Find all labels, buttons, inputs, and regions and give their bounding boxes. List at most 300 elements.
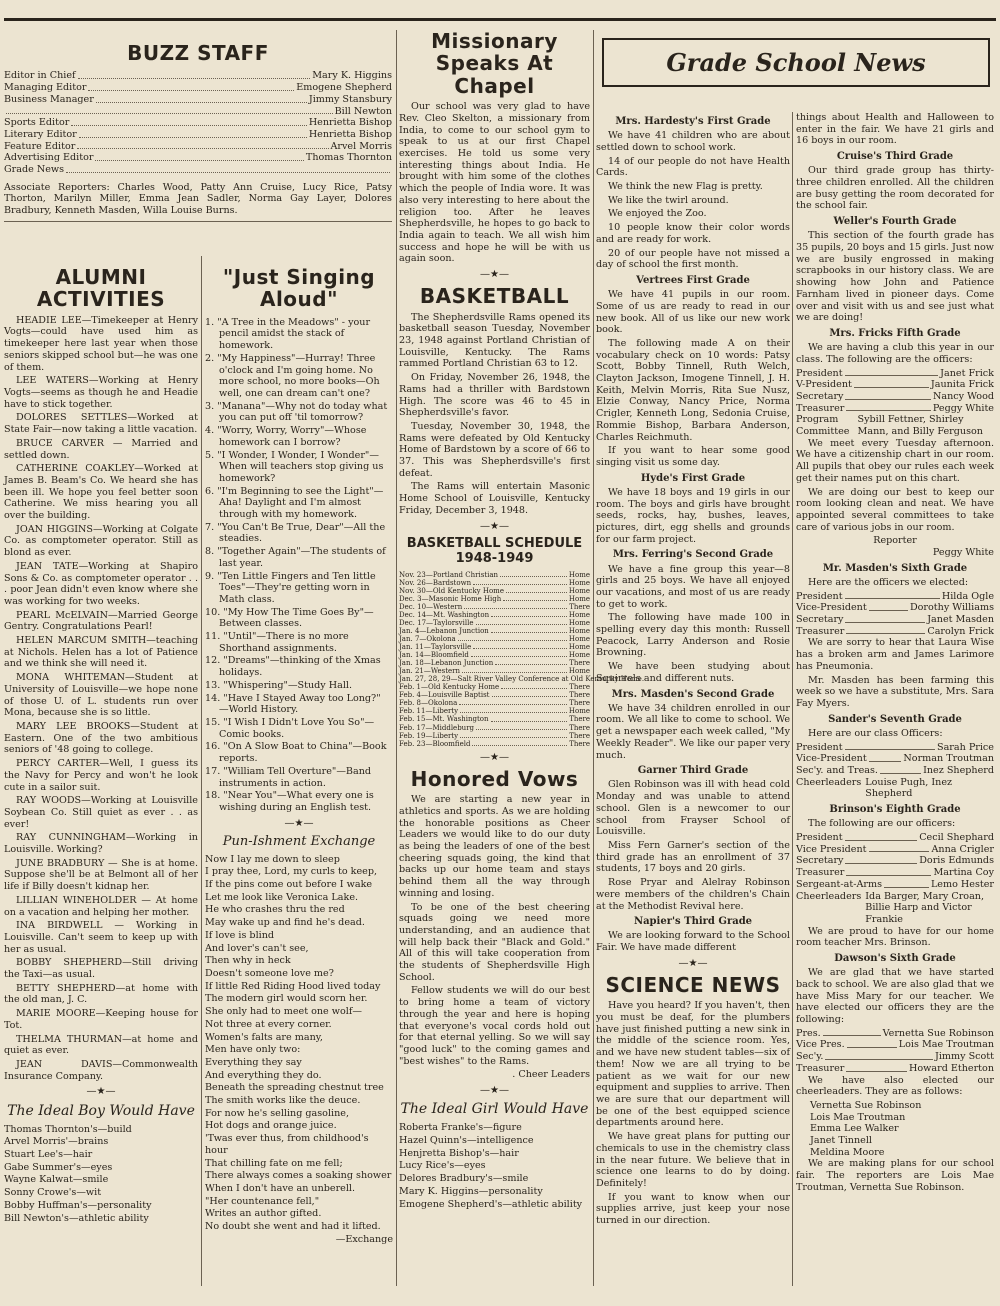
- grade-paragraph: We are making plans for our school fair. The reporters are Lois Mae Troutman, Vernetta Sue Robinson.: [796, 1158, 994, 1193]
- grade-paragraph: We are glad that we have started back to school. We are also glad that we have Miss Mary for our teacher. We have elected our officers they are the following:: [796, 967, 994, 1026]
- grade-paragraph: We like the twirl around.: [608, 194, 729, 206]
- schedule-row-label: Nov. 23—Portland Christian: [399, 570, 499, 579]
- staff-row-label: Business Manager: [4, 93, 94, 105]
- schedule-row-label: Jan. 21—Western: [399, 667, 461, 676]
- poem-line: Hot dogs and orange juice.: [205, 1120, 337, 1132]
- officer-row-label: Treasurer: [796, 402, 845, 414]
- poem-line: She only had to meet one wolf—: [205, 1006, 362, 1018]
- schedule-row-label: Feb. 17—Middleburg: [399, 723, 475, 732]
- grade-paragraph: We are sorry to hear that Laura Wise has a broken arm and James Larimore has Pneumonia.: [796, 637, 994, 672]
- schedule-row-label: Dec. 17—Taylorsville: [399, 618, 474, 627]
- leader-line: [506, 587, 567, 593]
- grade-paragraph: Glen Robinson was ill with head cold Monday and was unable to attend school. Glen is a newcomer to our school from Frayser School of Louisville.: [596, 779, 790, 838]
- grade-paragraph: The following made A on their vocabulary check on 10 words: Patsy Scott, Bobby Tinnell, Ruth Welch, Clayton Jackson, Imogene Tinnell, J. H. Keith, Melvin Morris, Rita Sue Nusz, Elzie Conway, Nancy Price, Norma Crigler, Kenneth Long, Sedonia Cruise, Rommie Bishop, Barbara Anderson, Charles Reichmuth.: [596, 337, 790, 443]
- poem-line: Everything they say: [205, 1056, 302, 1068]
- staff-row: [4, 141, 392, 153]
- leader-line: [845, 855, 917, 864]
- grade-paragraph: Mr. Masden has been farming this week so we have a substitute, Mrs. Sara Fay Myers.: [796, 674, 994, 709]
- leader-line: [846, 867, 931, 876]
- schedule-row-value: Home: [568, 586, 590, 595]
- schedule-row-label: Jan. 11—Taylorsville: [399, 643, 472, 652]
- song-item: 13. "Whispering"—Study Hall.: [205, 679, 353, 691]
- grade-paragraph: The following are our officers:: [808, 818, 956, 830]
- poem-line: No doubt she went and had it lifted.: [205, 1221, 381, 1233]
- schedule-row: [399, 707, 590, 715]
- poem-line: Let me look like Veronica Lake.: [205, 891, 359, 903]
- leader-line: [847, 1039, 897, 1048]
- schedule-row: [399, 715, 590, 723]
- officer-row-label: Sec'y.: [796, 1051, 824, 1063]
- schedule-row-value: There: [569, 659, 590, 668]
- grade-paragraph: We are proud to have for our home room teacher Mrs. Brinson.: [796, 925, 994, 949]
- officer-row-value: Louise Pugh, Inez Shepherd: [865, 776, 953, 800]
- grade-heading: Hyde's First Grade: [640, 472, 746, 484]
- schedule-row: [399, 603, 590, 611]
- alumni-item: JEAN DAVIS—Commonwealth Insurance Company.: [4, 1058, 198, 1082]
- alumni-item: HELEN MARCUM SMITH—teaching at Nichols. Helen has a lot of Patience and we think she will need it.: [4, 635, 198, 670]
- grade-paragraph: We have 18 boys and 19 girls in our room. The boys and girls have brought seeds, rocks, hay, bushes, leaves, pictures, dirt, egg shells and grounds for our farm project.: [596, 486, 790, 545]
- science-text: [596, 1000, 790, 1226]
- poem-line: And lover's can't see,: [205, 942, 309, 954]
- alumni-item: INA BIRDWELL — Working in Louisville. Can't seem to keep up with her as usual.: [4, 920, 198, 955]
- officer-row-value: Dorothy Williams: [909, 602, 994, 614]
- schedule-row: [399, 724, 590, 732]
- officer-row: [796, 867, 994, 879]
- officer-row: [796, 626, 994, 638]
- staff-row: [4, 106, 392, 118]
- schedule-row-value: Home: [568, 651, 590, 660]
- alumni-item: RAY WOODS—Working at Louisville Soybean Co. Still quiet as ever . . as ever!: [4, 795, 198, 830]
- officer-row-label: Treasurer: [796, 867, 845, 879]
- schedule-row: [399, 643, 590, 651]
- leader-line: [845, 391, 930, 400]
- ideal-girl-item: Lucy Rice's—eyes: [399, 1160, 486, 1172]
- officer-row: [796, 1028, 994, 1040]
- grade-news-col2: [796, 112, 994, 1196]
- leader-line: [96, 94, 307, 103]
- ideal-boy-item: Sonny Crowe's—wit: [4, 1187, 102, 1199]
- poem-line: If the pins come out before I wake: [205, 879, 373, 891]
- grade-paragraph: Here are our class Officers:: [808, 727, 943, 739]
- staff-row-label: Sports Editor: [4, 117, 70, 129]
- ideal-girl-list: [399, 1122, 590, 1210]
- grade-paragraph: We have a fine group this year—8 girls and 25 boys. We have all enjoyed our vacations, and most of us are ready to get to work.: [596, 563, 790, 610]
- alumni-item: PEARL McELVAIN—Married George Gentry. Congratulations Pearl!: [4, 609, 198, 633]
- grade-heading: Sander's Seventh Grade: [828, 713, 962, 725]
- leader-line: [464, 603, 567, 609]
- schedule-row-label: Nov. 30—Old Kentucky Home: [399, 586, 504, 595]
- alumni-item: MARIE MOORE—Keeping house for Tot.: [4, 1008, 198, 1031]
- ideal-girl-title: The Ideal Girl Would Have: [400, 1101, 589, 1118]
- staff-row-value: Jimmy Stansbury: [308, 93, 392, 105]
- cheerleader-name: Vernetta Sue Robinson: [810, 1099, 922, 1111]
- alumni-section: [4, 266, 198, 1225]
- leader-line: [459, 699, 567, 705]
- officer-row-value: Ida Barger, Mary Croan, Billie Harp and Victor Frankie: [865, 890, 985, 925]
- singing-section: [205, 266, 393, 1245]
- leader-line: [79, 129, 307, 138]
- schedule-row: [399, 579, 590, 587]
- alumni-item: THELMA THURMAN—at home and quiet as ever.: [4, 1033, 198, 1057]
- staff-row-value: Thomas Thornton: [305, 152, 392, 164]
- officer-row: [796, 844, 994, 856]
- vows-credit: . Cheer Leaders: [512, 1069, 590, 1081]
- leader-line: [880, 765, 921, 774]
- leader-line: [78, 70, 311, 79]
- grade-news-banner: Grade School News: [602, 38, 990, 87]
- separator-star: —★—: [480, 1085, 509, 1097]
- science-paragraph: We have great plans for putting our chemicals to use in the chemistry class in the near future. We believe that in science one learns to do by doing. Definitely!: [596, 1131, 790, 1189]
- officer-row-value: Vernetta Sue Robinson: [882, 1027, 994, 1039]
- officer-row: [796, 765, 994, 777]
- staff-list: [4, 70, 392, 175]
- leader-line: [66, 164, 390, 173]
- ideal-boy-item: Wayne Kalwat—smile: [4, 1174, 109, 1186]
- staff-row-value: Henrietta Bishop: [308, 117, 392, 129]
- schedule-row: [399, 691, 590, 699]
- grade-paragraph: We have 41 children who are about settled down to school work.: [596, 130, 790, 153]
- missionary-title: Missionary Speaks At Chapel: [431, 29, 558, 98]
- basketball-title: BASKETBALL: [419, 284, 570, 309]
- ideal-boy-title: The Ideal Boy Would Have: [7, 1102, 195, 1119]
- alumni-item: RAY CUNNINGHAM—Working in Louisville. Working?: [4, 832, 198, 856]
- officer-row: [796, 391, 994, 403]
- cheerleader-name: Meldina Moore: [810, 1146, 885, 1158]
- schedule-row-label: Dec. 10—Western: [399, 602, 463, 611]
- grade-paragraph: Rose Pryar and Alelray Robinson were members of the children's Chain at the Methodist Revival here.: [596, 877, 790, 912]
- officer-row-value: Norman Troutman: [903, 753, 994, 765]
- officer-row-value: Martina Coy: [933, 867, 994, 879]
- vows-paragraph: We are starting a new year in athletics and sports. As we are holding the honorable positions as Cheer Leaders we would like to do our duty as being the leaders of one of the best cheering squads going, the kind that backs up our home team and stays behind them all the way through winning and losing.: [399, 794, 590, 899]
- song-item: 9. "Ten Little Fingers and Ten little Toes"—They're getting worn in Math class.: [205, 570, 376, 605]
- separator-star: —★—: [86, 1086, 116, 1098]
- cheerleader-name: Lois Mae Troutman: [810, 1111, 906, 1123]
- officer-row-value: Inez Shepherd: [923, 764, 994, 776]
- officer-row-label: Treasurer: [796, 625, 845, 637]
- schedule-row-label: Feb. 19—Liberty: [399, 731, 459, 740]
- grade-heading: Mrs. Fricks Fifth Grade: [829, 327, 961, 339]
- schedule-row-value: There: [569, 715, 590, 724]
- schedule-row-value: Home: [568, 594, 590, 603]
- schedule-row: [399, 667, 590, 675]
- buzz-staff-title: BUZZ STAFF: [127, 41, 269, 65]
- schedule-row-value: There: [569, 699, 590, 708]
- schedule-row: [399, 740, 590, 748]
- ideal-boy-item: Stuart Lee's—hair: [4, 1149, 93, 1161]
- grade-news-list-2: [796, 151, 994, 1193]
- leader-line: [462, 667, 567, 673]
- officer-row: [796, 1039, 994, 1051]
- grade-news-section: [596, 30, 996, 93]
- staff-row-value: Mary K. Higgins: [312, 70, 392, 82]
- singing-title: "Just Singing Aloud": [222, 265, 376, 312]
- leader-line: [823, 1028, 881, 1037]
- leader-line: [845, 368, 939, 377]
- song-item: 11. "Until"—There is no more Shorthand assignments.: [205, 631, 349, 654]
- song-item: 3. "Manana"—Why not do today what you can put off 'til tomorrow?: [205, 400, 388, 424]
- poem-line: Men have only two:: [205, 1044, 301, 1056]
- grade-paragraph: This section of the fourth grade has 35 pupils, 20 boys and 15 girls. Just now we are busily engrossed in making scrapbooks in our history class. We are showing how John and Patience Farnham lived in pioneer days. Come over and visit with us and see just what we are doing!: [796, 230, 994, 324]
- ideal-boy-item: Thomas Thornton's—build: [4, 1123, 132, 1135]
- grade-heading: Dawson's Sixth Grade: [834, 953, 956, 965]
- buzz-staff-section: [4, 42, 392, 226]
- alumni-item: CATHERINE COAKLEY—Worked at James B. Beam's Co. We heard she has been ill. We hope you feel better soon Catherine. We miss hearing you all over the building.: [4, 463, 198, 522]
- basketball-text: [399, 312, 590, 517]
- schedule-row: [399, 675, 645, 684]
- ideal-boy-item: Arvel Morris'—brains: [4, 1136, 109, 1148]
- song-item: 5. "I Wonder, I Wonder, I Wonder"—When will teachers stop giving us homework?: [205, 449, 384, 484]
- ideal-girl-item: Mary K. Higgins—personality: [399, 1185, 543, 1197]
- alumni-item: MARY LEE BROOKS—Student at Eastern. One of the two ambitious seniors of '48 going to college.: [4, 720, 198, 756]
- leader-line: [869, 602, 908, 611]
- staff-row: [4, 164, 392, 176]
- science-paragraph: Have you heard? If you haven't, then you must be deaf, for the plumbers have just finished putting a new sink in the middle of the science room. Yes, and we have new student tables—six of them! Now we are all trying to be patient as we wait for our new equipment and supplies to arrive. Then we are sure that our department will be one of the best equipped science departments around here.: [596, 1000, 790, 1129]
- grade-news-list: [596, 116, 790, 954]
- schedule-row-label: Dec. 14—Mt. Washington: [399, 610, 490, 619]
- staff-row-label: Managing Editor: [4, 82, 87, 94]
- schedule-row-value: Home: [568, 570, 590, 579]
- song-item: 16. "On A Slow Boat to China"—Book reports.: [205, 741, 387, 765]
- missionary-text: Our school was very glad to have Rev. Cleo Skelton, a missionary from India, to come to our school gym to speak to us at our first Chapel exercises. He told us some very interesting things about India. He brought with him some of the clothes which the people of India wore. It was also very interesting to here about the religion too. After he leaves Shepherdsville, he hopes to go back to India again to teach. We all wish him success and hope he will be with us again soon.: [399, 101, 590, 265]
- grade-heading: Cruise's Third Grade: [836, 151, 954, 163]
- officer-row: [796, 403, 994, 415]
- leader-line: [846, 1063, 907, 1072]
- poem-line: If little Red Riding Hood lived today: [205, 980, 381, 992]
- officer-row-label: Sec'y. and Treas.: [796, 764, 878, 776]
- top-rule: [4, 18, 996, 21]
- schedule-row-label: Feb. 15—Mt. Washington: [399, 715, 489, 724]
- leader-line: [492, 691, 568, 697]
- officer-row-label: Treasurer: [796, 1062, 845, 1074]
- pun-title: Pun-Ishment Exchange: [222, 833, 376, 849]
- leader-line: [869, 753, 902, 762]
- officer-row: [796, 832, 994, 844]
- staff-row: [4, 129, 392, 141]
- officer-row-label: President: [796, 590, 843, 602]
- song-item: 18. "Near You"—What every one is wishing during an English test.: [205, 790, 374, 813]
- officer-row: [796, 753, 994, 765]
- ideal-girl-item: Emogene Shepherd's—athletic ability: [399, 1198, 583, 1210]
- schedule-row: [399, 683, 590, 691]
- song-item: 15. "I Wish I Didn't Love You So"—Comic books.: [205, 716, 375, 740]
- poem-line: 'Twas ever thus, from childhood's hour: [205, 1133, 369, 1156]
- pun-poem: [205, 854, 393, 1233]
- alumni-item: PERCY CARTER—Well, I guess its the Navy for Percy and won't he look cute in a sailor suit.: [4, 758, 198, 793]
- alumni-item: JEAN TATE—Working at Shapiro Sons & Co. as comptometer operator . . . poor Jean didn't even know where she was working for two weeks.: [4, 560, 198, 607]
- grade-heading: Mrs. Masden's Second Grade: [611, 688, 775, 700]
- poem-line: That chilling fate on me fell;: [205, 1157, 343, 1169]
- schedule-row: [399, 611, 590, 619]
- officer-row: [796, 591, 994, 603]
- leader-line: [476, 619, 567, 625]
- leader-line: [95, 152, 303, 161]
- officer-row: [796, 777, 994, 800]
- alumni-title: ALUMNI ACTIVITIES: [36, 265, 166, 312]
- grade-heading: Mrs. Hardesty's First Grade: [615, 116, 771, 127]
- leader-line: [6, 106, 333, 115]
- basketball-paragraph: The Rams will entertain Masonic Home School of Louisville, Kentucky Friday, December 3, 1948.: [399, 481, 590, 516]
- staff-row-label: Advertising Editor: [4, 152, 94, 164]
- alumni-item: JOAN HIGGINS—Working at Colgate Co. as comptometer operator. Still as blond as ever.: [4, 523, 198, 559]
- schedule-row-value: Home: [568, 578, 590, 587]
- officer-row-value: Lois Mae Troutman: [898, 1039, 994, 1051]
- schedule-row-value: Home: [568, 626, 590, 635]
- officer-row-value: Hilda Ogle: [941, 590, 994, 602]
- poem-line: When I don't have an unberell.: [205, 1182, 356, 1194]
- leader-line: [491, 715, 568, 721]
- schedule-row-label: Feb. 8—Okolona: [399, 699, 458, 708]
- poem-line: And everything they do.: [205, 1069, 322, 1081]
- officer-row-value: Sybill Fettner, Shirley Mann, and Billy Ferguson: [857, 414, 983, 438]
- officer-row: [796, 891, 994, 926]
- schedule-row: [399, 699, 590, 707]
- grade-heading: Mr. Masden's Sixth Grade: [822, 562, 968, 574]
- officer-row: [796, 1063, 994, 1075]
- schedule-row-value: Home: [568, 618, 590, 627]
- ideal-boy-list: [4, 1124, 198, 1225]
- poem-line: "Her countenance fell,": [205, 1195, 320, 1207]
- officer-row-label: Secretary: [796, 614, 844, 626]
- officer-row: [796, 602, 994, 614]
- poem-line: Not three at every corner.: [205, 1018, 332, 1030]
- leader-line: [845, 614, 925, 623]
- song-item: 1. "A Tree in the Meadows" - your pencil amidst the stack of homework.: [205, 316, 371, 352]
- schedule-row-label: Jan. 4—Lebanon Junction: [399, 626, 489, 635]
- leader-line: [503, 595, 567, 601]
- leader-line: [495, 659, 567, 665]
- schedule-row-label: Jan. 18—Lebanon Junction: [399, 659, 494, 668]
- grade-heading: Mrs. Ferring's Second Grade: [612, 549, 774, 561]
- schedule-row-value: There: [569, 723, 590, 732]
- grade-paragraph: We are looking forward to the School Fair. We have made different: [596, 930, 790, 954]
- staff-row-label: Grade News: [4, 164, 65, 176]
- cheerleader-name: Emma Lee Walker: [810, 1123, 899, 1135]
- officer-row: [796, 742, 994, 754]
- ideal-boy-item: Bill Newton's—athletic ability: [4, 1212, 149, 1224]
- staff-row-value: Arvel Morris: [330, 140, 392, 152]
- officer-row-label: Vice-President: [796, 602, 867, 614]
- science-title: SCIENCE NEWS: [605, 972, 781, 997]
- vows-title: Honored Vows: [410, 766, 579, 791]
- schedule-row-value: Home: [568, 667, 590, 676]
- schedule-row-label: Feb. 1—Old Kentucky Home: [399, 683, 500, 692]
- song-item: 14. "Have I Stayed Away too Long?" —World History.: [205, 692, 381, 716]
- leader-line: [471, 651, 567, 657]
- leader-line: [458, 635, 567, 641]
- leader-line: [491, 627, 567, 633]
- napier-continued: things about Health and Halloween to enter in the fair. We have 21 girls and 16 boys in our room.: [796, 112, 994, 147]
- middle-column: [399, 29, 645, 1211]
- divider: [4, 221, 392, 222]
- grade-heading: Napier's Third Grade: [633, 916, 753, 928]
- officer-row-value: Lemo Hester: [930, 878, 994, 890]
- officer-row-label: Secretary: [796, 390, 844, 402]
- staff-row-label: Editor in Chief: [4, 70, 76, 82]
- officer-row-value: Nancy Wood: [932, 390, 994, 402]
- grade-paragraph: The following have made 100 in spelling every day this month: Russell Peacock, Larry Anderson and Rosie Browning.: [596, 612, 790, 659]
- grade-paragraph: We think the new Flag is pretty.: [608, 181, 763, 192]
- officer-row: [796, 1051, 994, 1063]
- schedule-title: BASKETBALL SCHEDULE 1948-1949: [406, 535, 583, 566]
- schedule-row-value: There: [569, 683, 590, 692]
- leader-line: [473, 643, 567, 649]
- officer-row-label: Cheerleaders: [796, 776, 862, 788]
- schedule-row: [399, 659, 590, 667]
- poem-line: For now he's selling gasoline,: [205, 1107, 350, 1119]
- cheerleader-name: Janet Tinnell: [810, 1135, 872, 1147]
- song-item: 2. "My Happiness"—Hurray! Three o'clock and I'm going home. No more school, no more books—Oh well, one can dream can't one?: [205, 352, 380, 399]
- officer-row: [796, 379, 994, 391]
- grade-paragraph: We have 41 pupils in our room. Some of us are ready to read in our new book. All of us like our new work book.: [596, 289, 790, 336]
- schedule-row: [399, 595, 590, 603]
- staff-row-label: Literary Editor: [4, 128, 77, 140]
- separator-star: —★—: [480, 269, 509, 281]
- basketball-paragraph: The Shepherdsville Rams opened its basketball season Tuesday, November 23, 1948 against Portland Christian of Louisville, Kentucky. The Rams rammed Portland Christian 63 to 12.: [399, 311, 590, 370]
- grade-paragraph: 10 people know their color words and are ready for work.: [596, 222, 790, 245]
- song-item: 6. "I'm Beginning to see the Light"—Aha! Daylight and I'm almost through with my homework.: [205, 485, 384, 521]
- leader-line: [476, 724, 567, 730]
- song-item: 7. "You Can't Be True, Dear"—All the steadies.: [205, 521, 386, 545]
- grade-paragraph: 20 of our people have not missed a day of school the first month.: [596, 247, 790, 271]
- leader-line: [846, 626, 925, 635]
- grade-heading: Brinson's Eighth Grade: [829, 804, 961, 816]
- officer-row-value: Peggy White: [932, 402, 994, 414]
- leader-line: [500, 571, 567, 577]
- schedule-row-label: Feb. 23—Bloomfield: [399, 739, 471, 748]
- song-item: 17. "William Tell Overture"—Band instruments in action.: [205, 765, 372, 789]
- separator-star: —★—: [678, 957, 708, 969]
- associate-reporters: Associate Reporters: Charles Wood, Patty Ann Cruise, Lucy Rice, Patsy Thorton, Marilyn Miller, Emma Jean Sadler, Norma Gay Layer, Dolores Bradbury, Kenneth Masden, Willa Louise Burns.: [4, 181, 392, 217]
- column-divider: [396, 30, 397, 1286]
- grade-heading: Garner Third Grade: [637, 765, 749, 777]
- poem-line: I pray thee, Lord, my curls to keep,: [205, 866, 378, 878]
- staff-row-value: Emogene Shepherd: [296, 82, 392, 94]
- grade-paragraph: We have also elected our cheerleaders. They are as follows:: [796, 1074, 994, 1098]
- schedule-row-value: Home: [568, 707, 590, 716]
- poem-line: Now I lay me down to sleep: [205, 853, 340, 865]
- schedule-row-label: Jan. 14—Bloomfield: [399, 651, 469, 660]
- grade-paragraph: We have 34 children enrolled in our room. We all like to come to school. We get a newspaper each week called, "My Weekly Reader". We like our paper very much.: [596, 702, 790, 761]
- leader-line: [472, 740, 567, 746]
- schedule-row: [399, 732, 590, 740]
- schedule-row-label: Feb. 4—Louisville Baptist: [399, 691, 490, 700]
- officer-row-label: Vice Pres.: [796, 1039, 845, 1051]
- poem-line: If love is blind: [205, 929, 275, 941]
- alumni-item: JUNE BRADBURY — She is at home. Suppose she'll be at Belmont all of her life if Billy doesn't kidnap her.: [4, 857, 198, 893]
- schedule-row-value: There: [569, 731, 590, 740]
- leader-line: [460, 732, 567, 738]
- schedule-row-label: Nov. 26—Bardstown: [399, 578, 472, 587]
- column-divider: [201, 256, 202, 1286]
- separator-star: —★—: [480, 520, 509, 532]
- schedule-row: [399, 619, 590, 627]
- officer-row-value: Cecil Shephard: [919, 831, 994, 843]
- schedule-row: [399, 627, 590, 635]
- officer-row: [796, 368, 994, 380]
- leader-line: [845, 832, 918, 841]
- leader-line: [473, 579, 567, 585]
- schedule-row-label: Dec. 3—Masonic Home High: [399, 594, 502, 603]
- grade-paragraph: Here are the officers we elected:: [808, 576, 969, 588]
- officer-row: [796, 614, 994, 626]
- alumni-item: LEE WATERS—Working at Henry Vogts—seems as though he and Headie have to stick together.: [4, 375, 198, 410]
- poem-line: He who crashes thru the red: [205, 904, 345, 916]
- schedule-row-label: Feb. 11—Liberty: [399, 707, 459, 716]
- poem-line: There always comes a soaking shower: [205, 1170, 392, 1182]
- schedule-row-value: There: [569, 691, 590, 700]
- staff-row-value: Henrietta Bishop: [308, 128, 392, 140]
- alumni-item: MONA WHITEMAN—Student at University of Louisville—we hope none of those U. of L. students run over Mona, because she is so little.: [4, 672, 198, 719]
